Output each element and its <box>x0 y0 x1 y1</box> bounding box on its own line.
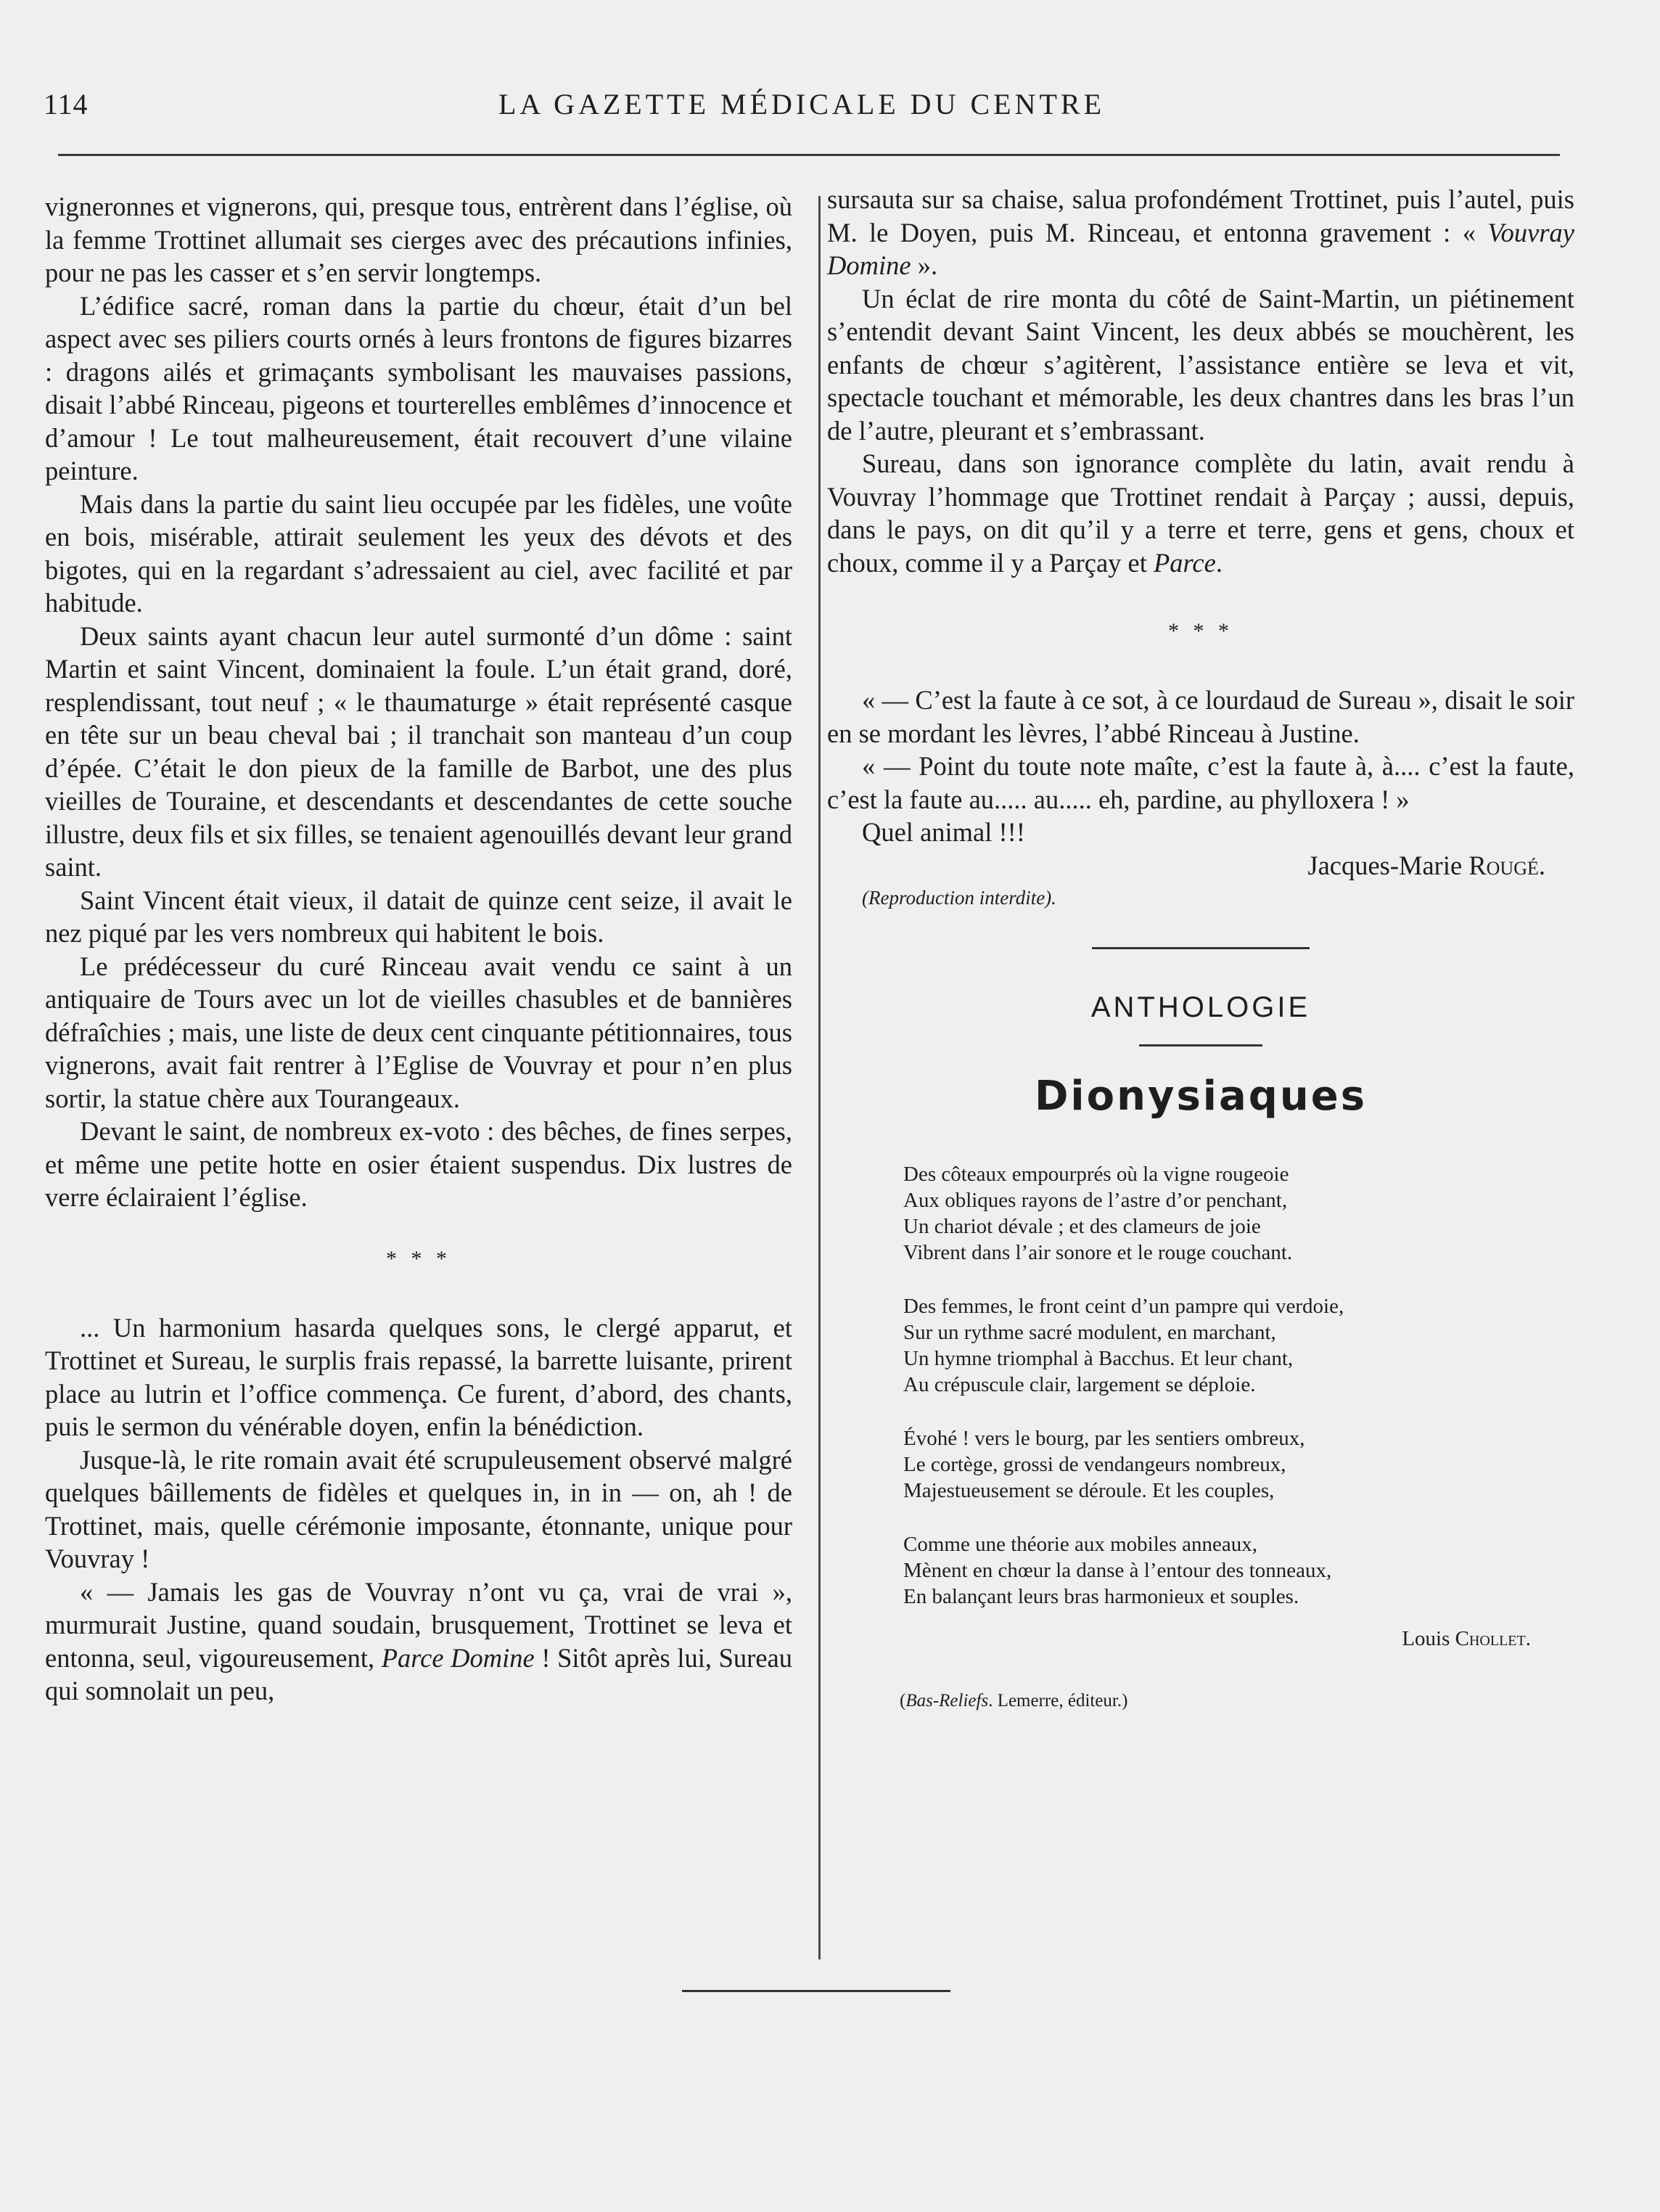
poem-line: Sur un rythme sacré modulent, en marchant, <box>903 1320 1276 1344</box>
text-run: . <box>1525 1626 1531 1650</box>
poem-stanza <box>903 1293 1574 1398</box>
poem-stanza <box>903 1161 1574 1266</box>
paragraph: vigneronnes et vignerons, qui, presque tous, entrèrent dans l’église, où la femme Trottinet allumait ses cierges avec des précautions infinies, pour ne pas les casser et s’en servir longtemps. <box>45 192 792 287</box>
poem-line: Un chariot dévale ; et des clameurs de joie <box>903 1214 1261 1238</box>
page-number: 114 <box>44 88 89 120</box>
author-last-name: Rougé <box>1468 850 1539 880</box>
paragraph: Jusque-là, le rite romain avait été scrupuleusement observé malgré quelques bâillements de fidèles et quelques in, in in — on, ah ! de Trottinet, mais, quelle cérémonie imposante, étonnante, unique pour Vouvray ! <box>45 1444 792 1573</box>
poem-line: Évohé ! vers le bourg, par les sentiers ombreux, <box>903 1426 1305 1450</box>
poem-line: Le cortège, grossi de vendangeurs nombreux, <box>903 1452 1286 1476</box>
left-column <box>45 190 792 1708</box>
page-header <box>44 87 1560 138</box>
text-run: . <box>1538 850 1545 880</box>
paragraph: Devant le saint, de nombreux ex-voto : des bêches, de fines serpes, et même une petite hotte en osier étaient suspendus. Dix lustres de verre éclairaient l’église. <box>45 1116 792 1212</box>
poem-line: Des côteaux empourprés où la vigne rougeoie <box>903 1162 1289 1186</box>
italic-text: Bas-Reliefs <box>905 1691 989 1711</box>
text-run: ! Sitôt après lui, Sureau qui somnolait un peu, <box>45 1642 792 1705</box>
text-run: « — Jamais les gas de Vouvray n’ont vu ça, vrai de vrai », murmurait Justine, quand soudain, brusquement, Trottinet se leva et entonna, seul, vigoureusement, <box>45 1576 792 1673</box>
section-separator: * * * <box>386 1246 451 1271</box>
italic-text: Parce Domine <box>381 1642 535 1673</box>
author-first-name: Louis <box>1402 1626 1455 1650</box>
paragraph <box>45 1576 792 1708</box>
paragraph: Un éclat de rire monta du côté de Saint-Martin, un piétinement s’entendit devant Saint Vincent, les deux abbés se mouchèrent, les enfants de chœur s’agitèrent, l’assistance entière se leva et vit, spectacle touchant et mémorable, les deux chantres dans les bras l’un de l’autre, pleurant et s’embrassant. <box>827 283 1574 446</box>
italic-text: Parce <box>1154 547 1216 578</box>
poem-line: Un hymne triomphal à Bacchus. Et leur chant, <box>903 1346 1294 1370</box>
paragraph <box>827 447 1574 579</box>
paragraph: « — C’est la faute à ce sot, à ce lourdaud de Sureau », disait le soir en se mordant les lèvres, l’abbé Rinceau à Justine. <box>827 685 1574 748</box>
poem-title: Dionysiaques <box>1034 1073 1368 1120</box>
journal-title: LA GAZETTE MÉDICALE DU CENTRE <box>498 88 1105 120</box>
poem-line: Majestueusement se déroule. Et les couples, <box>903 1478 1275 1502</box>
poem-line: Au crépuscule clair, largement se déploie. <box>903 1372 1256 1396</box>
title-rule <box>1139 1044 1262 1046</box>
text-run: sursauta sur sa chaise, salua profondément Trottinet, puis l’autel, puis M. le Doyen, puis M. Rinceau, et entonna gravement : « <box>827 184 1574 247</box>
section-rule <box>1092 947 1310 949</box>
poem-source: (Bas-Reliefs. Lemerre, éditeur.) <box>900 1691 1128 1711</box>
paragraph <box>827 183 1574 282</box>
paragraph: L’édifice sacré, roman dans la partie du chœur, était d’un bel aspect avec ses piliers courts ornés à leurs frontons de figures bizarres : dragons ailés et grimaçants symbolisant les mauvaises passions, disait l’abbé Rinceau, pigeons et tourterelles emblêmes d’innocence et d’amour ! Le tout malheureusement, était recouvert d’une vilaine peinture. <box>45 290 792 486</box>
author-last-name: Chollet <box>1455 1626 1526 1650</box>
paragraph: Le prédécesseur du curé Rinceau avait vendu ce saint à un antiquaire de Tours avec un lot de vieilles chasubles et de bannières défraîchies ; mais, une liste de deux cent cinquante pétitionnaires, tous vignerons, avait fait rentrer à l’Eglise de Vouvray et pour n’en plus sortir, la statue chère aux Tourangeaux. <box>45 951 792 1113</box>
text-run: ». <box>911 250 938 280</box>
anthology-title: ANTHOLOGIE <box>1090 991 1311 1023</box>
text-run: . <box>1215 547 1223 578</box>
paragraph: Mais dans la partie du saint lieu occupée par les fidèles, une voûte en bois, misérable, attirait seulement les yeux des dévots et des bigotes, qui en la regardant s’adressaient au ciel, avec facilité et par habitude. <box>45 488 792 618</box>
paragraph: Saint Vincent était vieux, il datait de quinze cent seize, il avait le nez piqué par les vers nombreux qui habitent le bois. <box>45 885 792 948</box>
poem-line: Comme une théorie aux mobiles anneaux, <box>903 1532 1258 1556</box>
author-first-name: Jacques-Marie <box>1307 850 1469 880</box>
poem-author <box>827 1623 1574 1656</box>
section-separator: * * * <box>1168 619 1233 643</box>
poem-stanza <box>903 1425 1574 1504</box>
poem-stanza <box>903 1531 1574 1610</box>
author-signature <box>827 849 1574 882</box>
poem-line: En balançant leurs bras harmonieux et souples. <box>903 1584 1299 1608</box>
column-divider <box>818 196 821 1959</box>
poem-line: Aux obliques rayons de l’astre d’or penchant, <box>903 1188 1288 1212</box>
paragraph: « — Point du toute note maîte, c’est la faute à, à.... c’est la faute, c’est la faute au..... au..... eh, pardine, au phylloxera ! » <box>827 751 1574 814</box>
footer-rule <box>682 1990 950 1992</box>
poem-line: Vibrent dans l’air sonore et le rouge couchant. <box>903 1240 1293 1264</box>
poem-line: Des femmes, le front ceint d’un pampre qui verdoie, <box>903 1294 1344 1318</box>
italic-text: Vouvray Domine <box>827 217 1574 280</box>
paragraph: Quel animal !!! <box>862 817 1025 847</box>
reproduction-note: (Reproduction interdite). <box>862 887 1056 909</box>
text-run: . Lemerre, éditeur. <box>988 1691 1122 1711</box>
poem-line: Mènent en chœur la danse à l’entour des tonneaux, <box>903 1558 1332 1582</box>
right-column <box>827 183 1574 1718</box>
text-run: Sureau, dans son ignorance complète du latin, avait rendu à Vouvray l’hommage que Trottinet rendait à Parçay ; aussi, depuis, dans le pays, on dit qu’il y a terre et terre, gens et gens, choux et choux, comme il y a Parçay et <box>827 448 1574 578</box>
paragraph: ... Un harmonium hasarda quelques sons, le clergé apparut, et Trottinet et Sureau, le surplis frais repassé, la barrette luisante, prirent place au lutrin et l’office commença. Ce furent, d’abord, des chants, puis le sermon du vénérable doyen, enfin la bénédiction. <box>45 1312 792 1441</box>
poem <box>903 1161 1574 1610</box>
paragraph: Deux saints ayant chacun leur autel surmonté d’un dôme : saint Martin et saint Vincent, dominaient la foule. L’un était grand, doré, resplendissant, tout neuf ; « le thaumaturge » était représenté casque en tête sur un beau cheval bai ; il tranchait son manteau d’un coup d’épée. C’était le don pieux de la famille de Barbot, une des plus vieilles de Touraine, et descendants et descendantes de cette souche illustre, deux fils et six filles, se tenaient agenouillés devant leur grand saint. <box>45 620 792 882</box>
header-rule <box>58 154 1560 156</box>
